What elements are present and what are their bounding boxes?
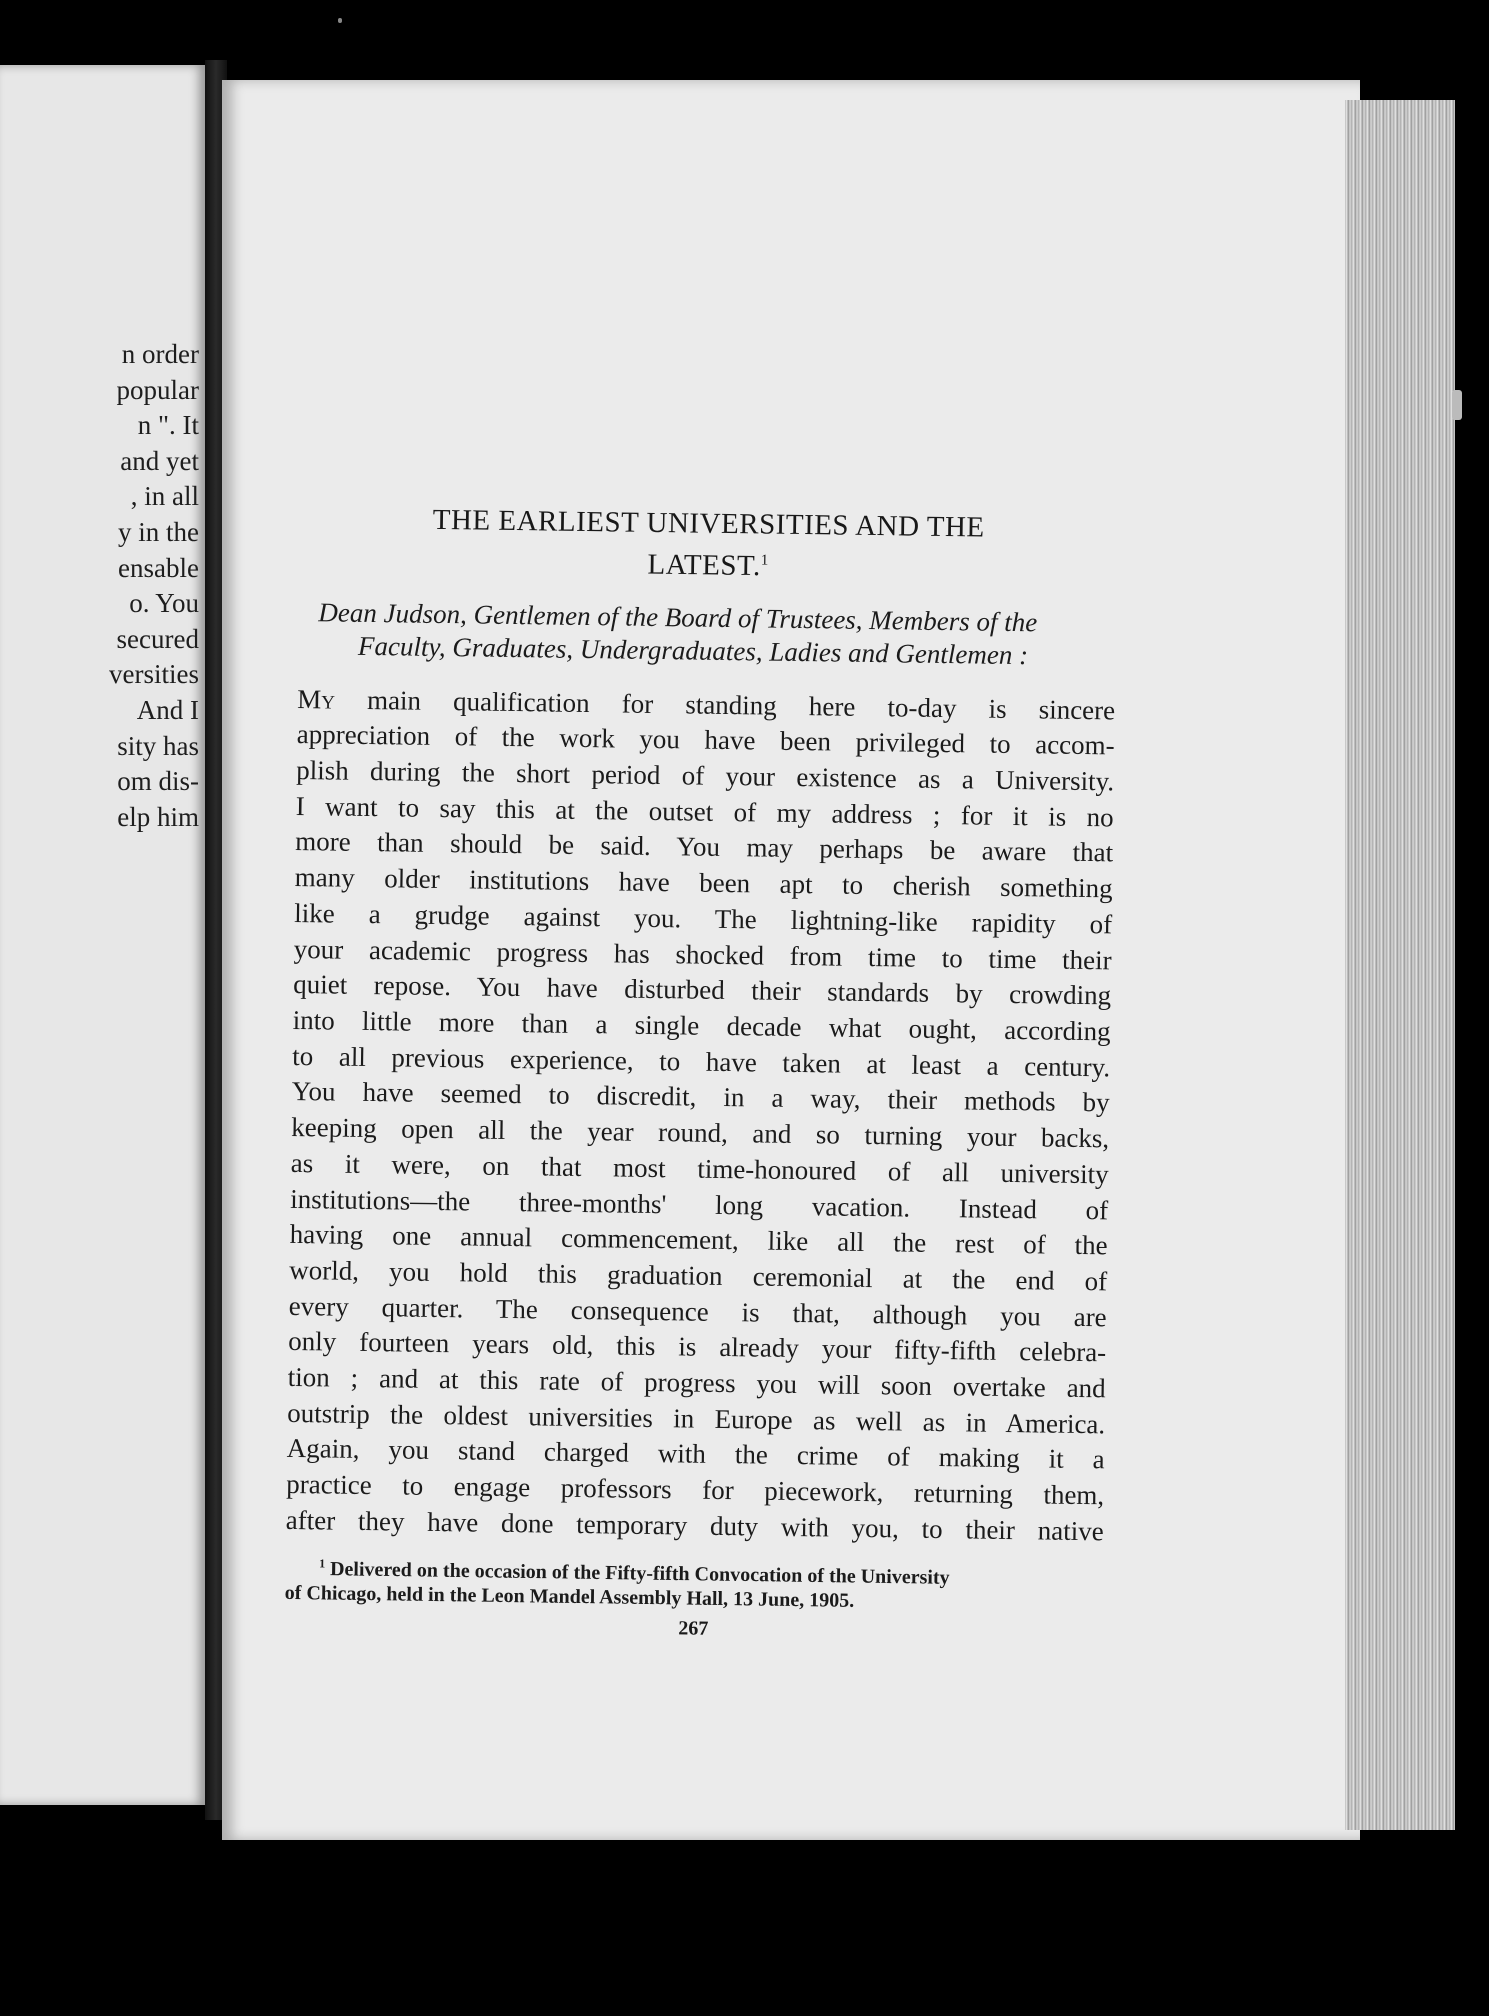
left-line: popular <box>116 374 199 405</box>
left-line: And I <box>136 694 199 725</box>
body-line: world, you hold this graduation ceremonial at the end of <box>289 1254 1108 1297</box>
left-page-text <box>0 337 199 835</box>
body-line: practice to engage professors for piecework, returning them, <box>286 1469 1105 1511</box>
edge-mark <box>1452 390 1462 420</box>
page-number: 267 <box>678 1617 709 1640</box>
title-line-1: THE EARLIEST UNIVERSITIES AND THE <box>432 503 985 544</box>
body-line: institutions—the three-months' long vacation. Instead of <box>290 1183 1109 1225</box>
left-line: , in all <box>130 481 199 512</box>
footnote-marker: 1 <box>319 1555 326 1570</box>
left-line: n ". It <box>137 410 199 441</box>
body-line: Again, you stand charged with the crime of making it a <box>286 1433 1105 1475</box>
body-line: My main qualification for standing here to-day is sincere <box>297 683 1116 726</box>
body-text <box>285 682 1115 1550</box>
dust-speck <box>338 18 342 23</box>
left-line: elp him <box>117 801 199 832</box>
body-line: more than should be said. You may perhaps be aware that <box>295 826 1114 868</box>
chapter-title <box>299 500 1118 589</box>
left-line: o. You <box>129 588 199 619</box>
footnote <box>285 1550 1104 1617</box>
footnote-line-2: of Chicago, held in the Leon Mandel Assembly Hall, 13 June, 1905. <box>284 1582 855 1613</box>
body-line: You have seemed to discredit, in a way, their methods by <box>291 1076 1110 1118</box>
body-line: keeping open all the year round, and so turning your backs, <box>291 1112 1110 1154</box>
body-line: outstrip the oldest universities in Europe as well as in America. <box>287 1397 1106 1440</box>
drop-word: My <box>297 683 336 715</box>
salutation: Dean Judson, Gentlemen of the Board of Trustees, Members of the Faculty, Graduates, Undergraduates, Ladies and Gentlemen : <box>318 596 1038 670</box>
body-line: to all previous experience, to have taken at least a century. <box>292 1040 1111 1083</box>
body-line: appreciation of the work you have been privileged to accom- <box>296 719 1115 761</box>
left-line: ensable <box>118 552 199 583</box>
body-line: quiet repose. You have disturbed their standards by crowding <box>293 969 1112 1011</box>
left-line: and yet <box>120 445 199 476</box>
body-line: into little more than a single decade what ought, according <box>292 1004 1111 1047</box>
body-line: after they have done temporary duty with you, to their native <box>285 1504 1104 1547</box>
body-line: like a grudge against you. The lightning-like rapidity of <box>294 897 1113 940</box>
body-line: having one annual commencement, like all the rest of the <box>289 1219 1108 1261</box>
title-line-2: LATEST.$^1$ <box>647 548 769 583</box>
body-line: tion ; and at this rate of progress you will soon overtake and <box>287 1361 1106 1404</box>
body-line: your academic progress has shocked from time to time their <box>293 933 1112 975</box>
left-line: n order <box>121 339 199 369</box>
body-line: every quarter. The consequence is that, although you are <box>288 1290 1107 1332</box>
body-line: I want to say this at the outset of my address ; for it is no <box>295 790 1114 833</box>
title-footnote-marker: 1 <box>760 552 769 569</box>
page-edges <box>1345 100 1455 1830</box>
page-content <box>284 500 1118 1646</box>
left-page <box>0 65 205 1805</box>
body-line: as it were, on that most time-honoured of all university <box>290 1147 1109 1190</box>
footnote-line-1: $^1$ Delivered on the occasion of the Fifty-fifth Convocation of the University <box>319 1555 950 1589</box>
left-line: versities <box>109 659 199 690</box>
left-line: om dis- <box>117 766 199 797</box>
left-line: y in the <box>118 516 199 547</box>
left-line: sity has <box>117 730 199 761</box>
body-line: plish during the short period of your existence as a University. <box>296 755 1115 797</box>
body-line: many older institutions have been apt to cherish something <box>294 862 1113 904</box>
body-line: only fourteen years old, this is already your fifty-fifth celebra- <box>288 1326 1107 1368</box>
left-line: secured <box>116 623 199 654</box>
